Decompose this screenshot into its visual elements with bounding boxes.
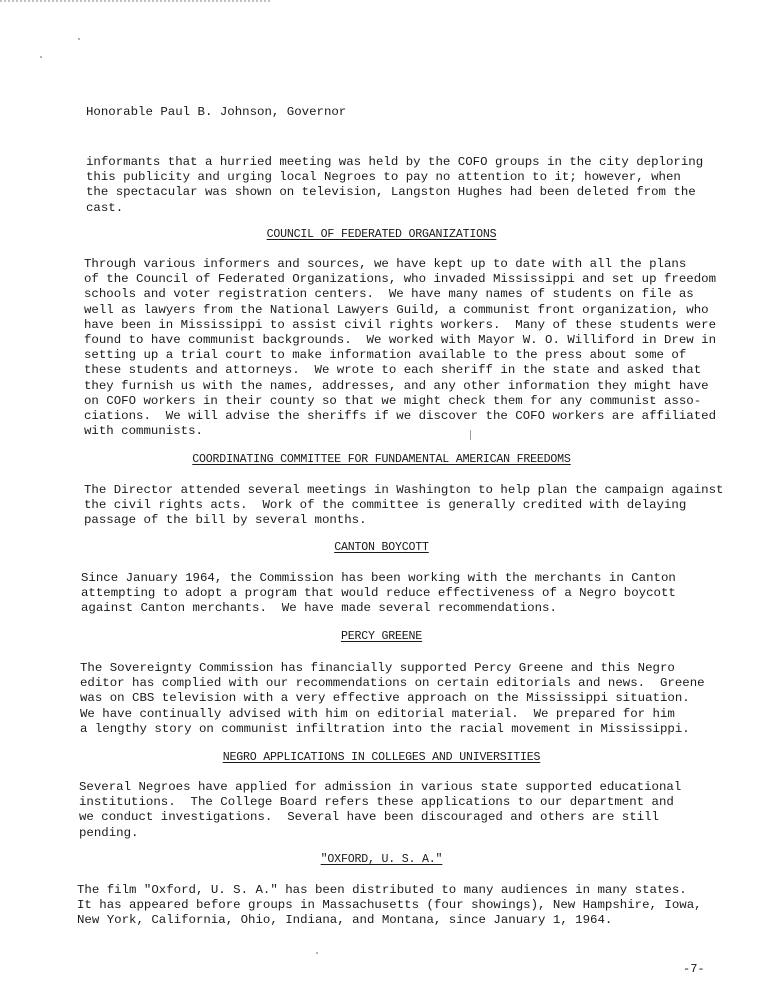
section-heading-oxford-usa: "OXFORD, U. S. A.": [320, 853, 443, 866]
section-body-ccfaf: [84, 483, 723, 529]
section-heading-negro-applications: NEGRO APPLICATIONS IN COLLEGES AND UNIVERSITIES: [222, 751, 541, 764]
section-heading-ccfaf: COORDINATING COMMITTEE FOR FUNDAMENTAL AMERICAN FREEDOMS: [192, 453, 571, 466]
paragraph-line: this publicity and urging local Negroes to pay no attention to it; however, when: [86, 170, 681, 185]
paragraph-line: It has appeared before groups in Massachusetts (four showings), New Hampshire, Iowa,: [77, 898, 702, 913]
paragraph-line: Through various informers and sources, we have kept up to date with all the plans: [84, 257, 687, 271]
top-dotted-rule: [0, 0, 270, 2]
paragraph-line: the spectacular was shown on television, Langston Hughes had been deleted from the: [86, 185, 696, 200]
paragraph-line: against Canton merchants. We have made several recommendations.: [81, 601, 557, 616]
paragraph-line: informants that a hurried meeting was held by the COFO groups in the city deploring: [86, 155, 704, 169]
paragraph-line: Since January 1964, the Commission has been working with the merchants in Canton: [81, 571, 676, 585]
paragraph-line: a lengthy story on communist infiltration into the racial movement in Mississippi.: [80, 721, 690, 736]
paragraph-line: the civil rights acts. Work of the committee is generally credited with delaying: [84, 498, 687, 513]
section-body-cofo: [84, 257, 716, 439]
paragraph-line: attempting to adopt a program that would reduce effectiveness of a Negro boycott: [81, 586, 676, 601]
paragraph-line: was on CBS television with a very effective approach on the Mississippi situation.: [80, 691, 690, 706]
paragraph-line: The film "Oxford, U. S. A." has been distributed to many audiences in many states.: [77, 883, 687, 897]
paragraph-line: they furnish us with the names, addresses, and any other information they might have: [84, 378, 709, 393]
paragraph-line: schools and voter registration centers. We have many names of students on file as: [84, 287, 694, 302]
paragraph-line: cast.: [86, 200, 124, 215]
page-number: -7-: [683, 962, 705, 976]
paragraph-line: institutions. The College Board refers these applications to our department and: [79, 795, 674, 810]
paragraph-line: New York, California, Ohio, Indiana, and Montana, since January 1, 1964.: [77, 913, 613, 928]
paragraph-line: pending.: [79, 825, 139, 840]
scan-speck: [316, 952, 318, 954]
paragraph-line: editor has complied with our recommendations on certain editorials and news. Greene: [80, 676, 705, 691]
section-body-oxford-usa: [77, 883, 702, 929]
section-heading-canton-boycott: CANTON BOYCOTT: [334, 541, 429, 554]
section-body-canton-boycott: [81, 571, 676, 617]
paragraph-line: well as lawyers from the National Lawyers Guild, a communist front organization, who: [84, 302, 709, 317]
paragraph-line: The Sovereignty Commission has financially supported Percy Greene and this Negro: [80, 661, 675, 675]
addressee-line: Honorable Paul B. Johnson, Governor: [86, 105, 347, 119]
paragraph-line: have been in Mississippi to assist civil rights workers. Many of these students were: [84, 317, 717, 332]
paragraph-line: We have continually advised with him on editorial material. We prepared for him: [80, 706, 675, 721]
paragraph-line: of the Council of Federated Organizations, who invaded Mississippi and set up freedom: [84, 272, 717, 287]
section-heading-percy-greene: PERCY GREENE: [340, 630, 423, 643]
paragraph-line: setting up a trial court to make information available to the press about some of: [84, 348, 687, 363]
section-heading-cofo: COUNCIL OF FEDERATED ORGANIZATIONS: [266, 228, 497, 241]
scan-speck: [40, 56, 42, 58]
paragraph-line: with communists.: [84, 424, 203, 439]
section-body-percy-greene: [80, 661, 705, 737]
paragraph-line: these students and attorneys. We wrote to each sheriff in the state and asked that: [84, 363, 702, 378]
paragraph-line: Several Negroes have applied for admission in various state supported educational: [79, 780, 682, 794]
paragraph-line: passage of the bill by several months.: [84, 513, 367, 528]
intro-paragraph: [86, 155, 703, 216]
paragraph-line: we conduct investigations. Several have been discouraged and others are still: [79, 810, 659, 825]
paragraph-line: The Director attended several meetings in Washington to help plan the campaign against: [84, 483, 724, 497]
section-body-negro-applications: [79, 780, 681, 841]
paragraph-line: found to have communist backgrounds. We worked with Mayor W. O. Williford in Drew in: [84, 333, 717, 348]
scan-speck: [78, 38, 80, 40]
paragraph-line: ciations. We will advise the sheriffs if we discover the COFO workers are affiliated: [84, 409, 717, 424]
paragraph-line: on COFO workers in their county so that we might check them for any communist asso-: [84, 393, 702, 408]
